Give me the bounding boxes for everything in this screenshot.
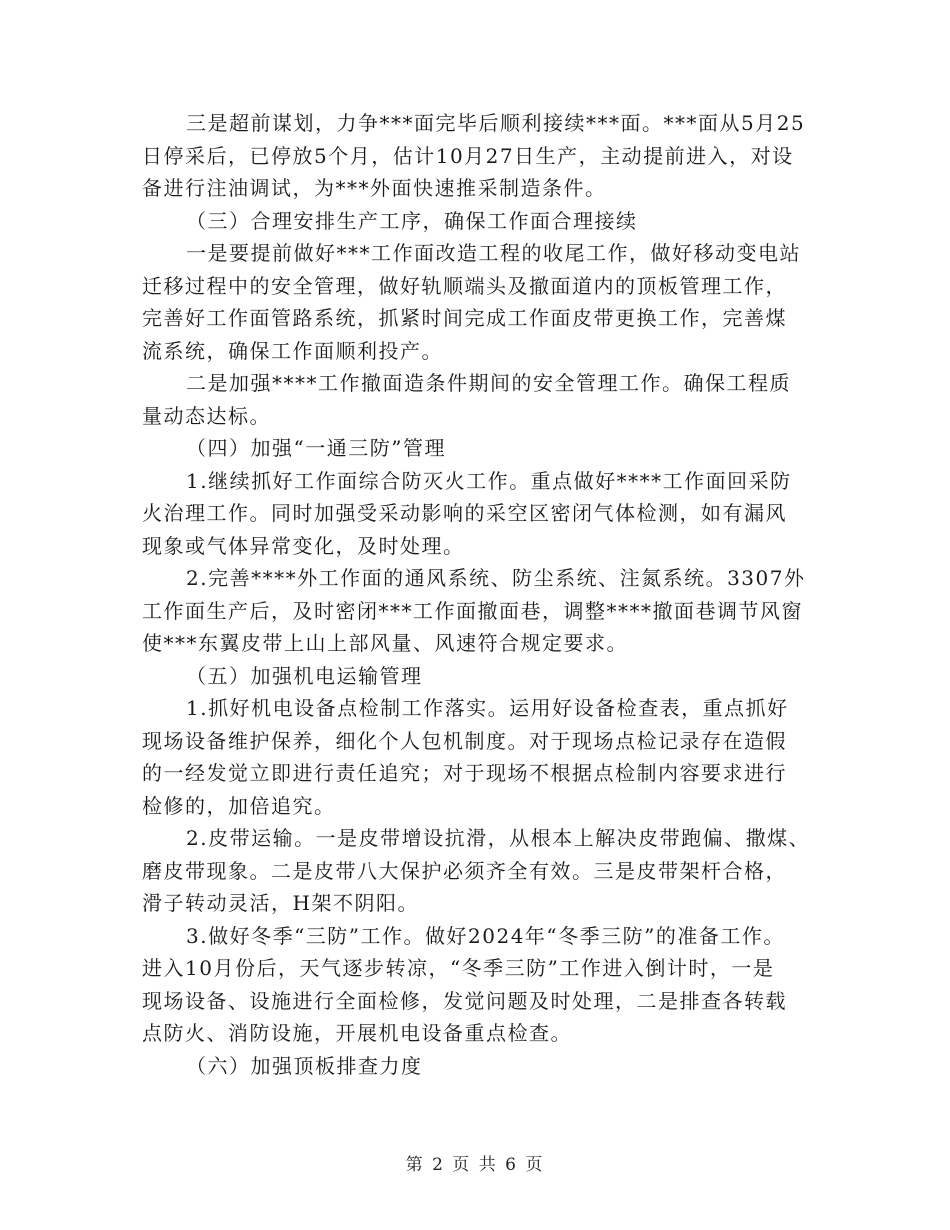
text-line: （六）加强顶板排查力度 xyxy=(186,1053,423,1078)
text-line: 量动态达标。 xyxy=(142,403,271,428)
text-line: 完善好工作面管路系统，抓紧时间完成工作面皮带更换工作，完善煤 xyxy=(142,306,787,330)
text-line: 使***东翼皮带上山上部风量、风速符合规定要求。 xyxy=(142,631,628,655)
text-line: 滑子转动灵活，H架不阴阳。 xyxy=(142,891,419,915)
text-line: 3.做好冬季“三防”工作。做好2024年“冬季三防”的准备工作。 xyxy=(186,923,785,948)
text-line: （三）合理安排生产工序，确保工作面合理接续 xyxy=(186,208,638,233)
document-body xyxy=(142,107,822,1082)
text-line: 备进行注油调试，为***外面快速推采制造条件。 xyxy=(142,176,607,200)
text-line: （四）加强“一通三防”管理 xyxy=(186,436,446,460)
page-footer xyxy=(0,1150,950,1175)
text-line: 2.完善****外工作面的通风系统、防尘系统、注氮系统。3307外 xyxy=(186,566,806,590)
text-line: 火治理工作。同时加强受采动影响的采空区密闭气体检测，如有漏风 xyxy=(142,501,787,525)
text-line: （五）加强机电运输管理 xyxy=(186,663,423,688)
text-line: 流系统，确保工作面顺利投产。 xyxy=(142,338,443,363)
text-line: 工作面生产后，及时密闭***工作面撤面巷，调整****撤面巷调节风窗 xyxy=(142,598,803,623)
text-line: 现象或气体异常变化，及时处理。 xyxy=(142,533,465,558)
text-line: 点防火、消防设施，开展机电设备重点检查。 xyxy=(142,1021,572,1045)
text-line: 进入10月份后，天气逐步转凉，“冬季三防”工作进入倒计时，一是 xyxy=(142,956,775,980)
text-line: 现场设备、设施进行全面检修，发觉问题及时处理，二是排查各转载 xyxy=(142,988,787,1013)
text-line: 迁移过程中的安全管理，做好轨顺端头及撤面道内的顶板管理工作， xyxy=(142,273,787,298)
text-line: 检修的，加倍追究。 xyxy=(142,793,336,818)
text-line: 三是超前谋划，力争***面完毕后顺利接续***面。***面从5月25 xyxy=(186,111,806,135)
text-line: 的一经发觉立即进行责任追究；对于现场不根据点检制内容要求进行 xyxy=(142,761,787,785)
text-line: 磨皮带现象。二是皮带八大保护必须齐全有效。三是皮带架杆合格， xyxy=(142,858,787,883)
text-line: 二是加强****工作撤面造条件期间的安全管理工作。确保工程质 xyxy=(186,371,791,395)
text-line: 1.继续抓好工作面综合防灭火工作。重点做好****工作面回采防 xyxy=(186,468,792,493)
text-line: 日停采后，已停放5个月，估计10月27日生产，主动提前进入，对设 xyxy=(142,143,794,168)
text-line: 一是要提前做好***工作面改造工程的收尾工作，做好移动变电站 xyxy=(186,241,801,265)
text-line: 2.皮带运输。一是皮带增设抗滑，从根本上解决皮带跑偏、撒煤、 xyxy=(186,826,811,850)
text-line: 1.抓好机电设备点检制工作落实。运用好设备检查表，重点抓好 xyxy=(186,696,789,720)
text-line: 现场设备维护保养，细化个人包机制度。对于现场点检记录存在造假 xyxy=(142,728,787,753)
page-number-label: 第 2 页 共 6 页 xyxy=(405,1155,545,1175)
